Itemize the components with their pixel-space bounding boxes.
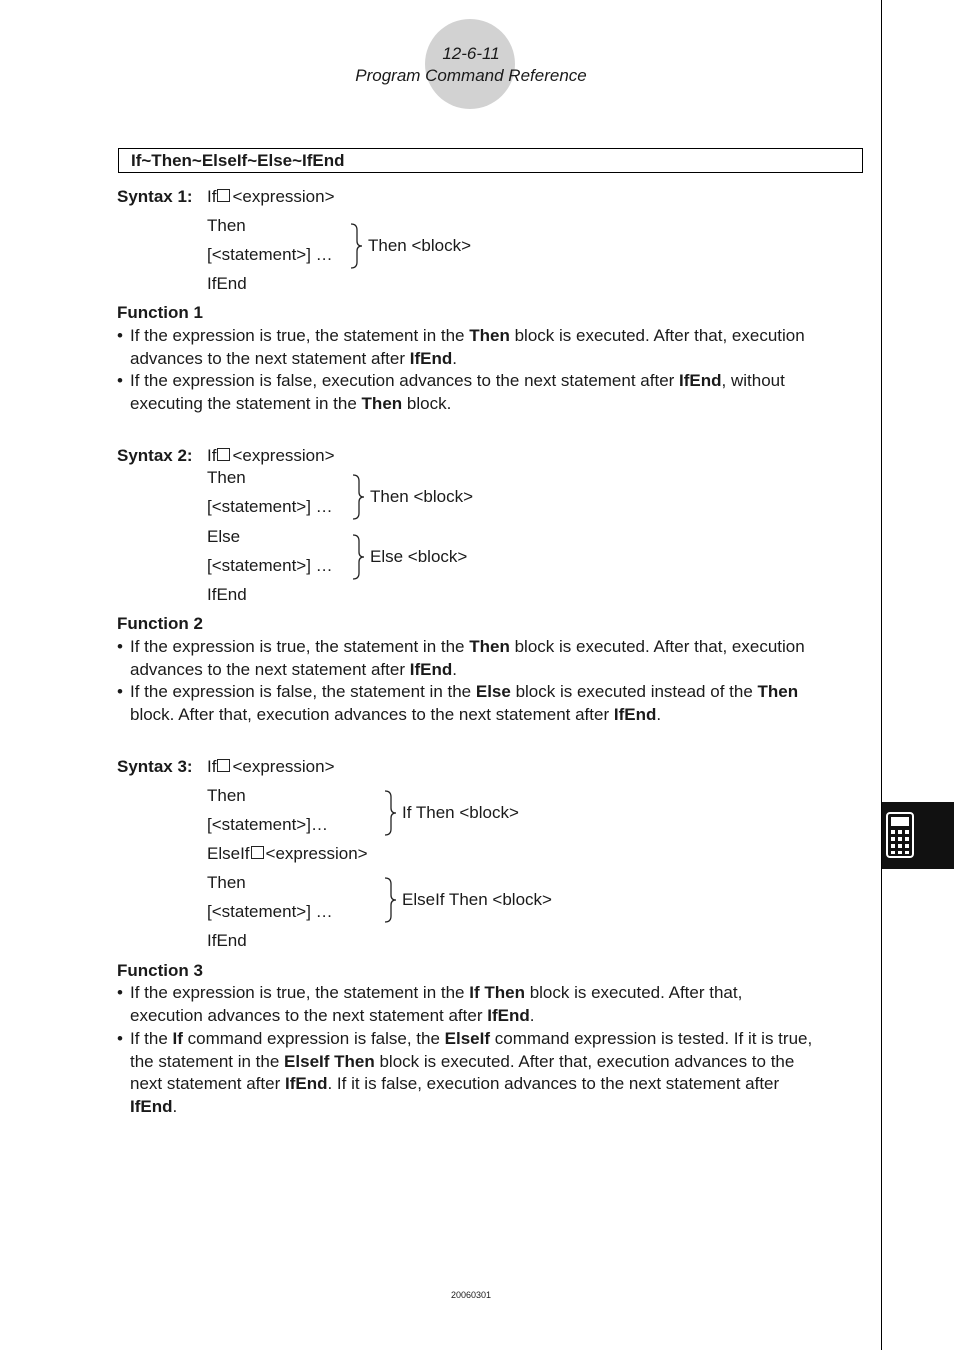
syntax2-label: Syntax 2: [117,446,193,465]
bullet-icon: • [117,682,123,701]
syntax1-then: Then [207,216,246,235]
space-symbol-icon [217,448,230,461]
bullet-icon: • [117,983,123,1002]
bullet-icon: • [117,637,123,656]
syntax3-elseif-line: ElseIf <expression> [207,844,368,863]
syntax2-ifend: IfEnd [207,585,247,604]
function1-heading: Function 1 [117,303,203,322]
function1-bullet-1: If the expression is true, the statement in the Then block is executed. After that, execution advances to the next statement after IfEnd. [130,326,805,368]
syntax2-then: Then [207,468,246,487]
bullet-icon: • [117,1029,123,1048]
header-circle-decoration [425,19,515,109]
syntax3-statement-1: [<statement>]… [207,815,328,834]
space-symbol-icon [251,846,264,859]
syntax2-statement-1: [<statement>] … [207,497,333,516]
function3-heading: Function 3 [117,961,203,980]
page-number: 12-6-11 [442,44,500,63]
section-header: Program Command Reference [355,66,587,85]
syntax3-then-1: Then [207,786,246,805]
function3-bullet-2: If the If command expression is false, the ElseIf command expression is tested. If it is true, the statement in the ElseIf Then block is executed. After that, execution advances to the next statement after IfEnd. If it is false, execution advances to the next statement after IfEnd. [130,1029,813,1116]
syntax1-if-line: If <expression> [207,187,335,206]
bullet-icon: • [117,326,123,345]
space-symbol-icon [217,189,230,202]
brace-icon [348,222,364,270]
syntax2-else: Else [207,527,241,546]
syntax1-brace-label: Then <block> [368,236,472,255]
footer-code: 20060301 [450,1290,492,1300]
syntax3-if-line: If <expression> [207,757,335,776]
syntax2-if-line: If <expression> [207,446,335,465]
syntax3-then-2: Then [207,873,246,892]
brace-icon [350,533,366,581]
syntax3-label: Syntax 3: [117,757,193,776]
syntax1-statement: [<statement>] … [207,245,333,264]
space-symbol-icon [217,759,230,772]
syntax3-ifend: IfEnd [207,931,247,950]
syntax1-ifend: IfEnd [207,274,247,293]
function1-bullet-2: If the expression is false, execution advances to the next statement after IfEnd, without executing the statement in the Then block. [130,371,785,413]
bullet-icon: • [117,371,123,390]
syntax3-brace2-label: ElseIf Then <block> [402,890,552,909]
function2-heading: Function 2 [117,614,203,633]
syntax2-brace2-label: Else <block> [370,547,468,566]
function2-bullet-2: If the expression is false, the statement in the Else block is executed instead of the Then block. After that, execution advances to the next statement after IfEnd. [130,682,799,724]
syntax3-brace1-label: If Then <block> [402,803,519,822]
syntax3-statement-2: [<statement>] … [207,902,333,921]
section-title: If~Then~ElseIf~Else~IfEnd [131,151,345,170]
function3-bullet-1: If the expression is true, the statement in the If Then block is executed. After that, execution advances to the next statement after IfEnd. [130,983,743,1025]
syntax2-brace1-label: Then <block> [370,487,474,506]
syntax2-statement-2: [<statement>] … [207,556,333,575]
brace-icon [382,789,398,837]
syntax1-label: Syntax 1: [117,187,193,206]
brace-icon [382,876,398,924]
section-title-box [118,148,863,173]
calculator-icon [885,811,915,859]
brace-icon [350,473,366,521]
margin-rule [881,0,882,1350]
function2-bullet-1: If the expression is true, the statement in the Then block is executed. After that, execution advances to the next statement after IfEnd. [130,637,805,679]
